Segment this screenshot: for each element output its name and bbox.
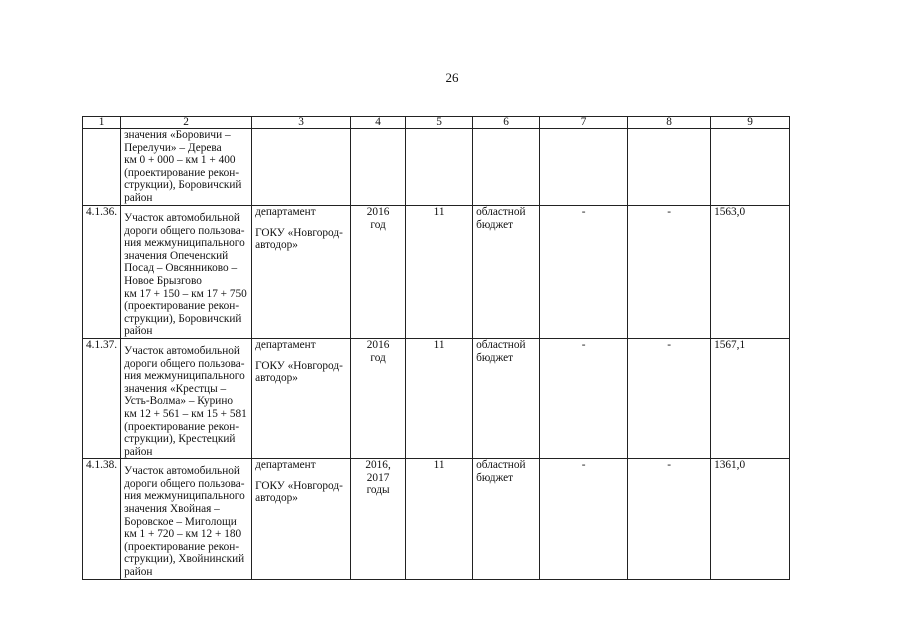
description-line: Участок автомобильной <box>124 212 240 224</box>
funding-source-line: бюджет <box>476 471 514 484</box>
description-line: (проектирование рекон- <box>124 166 240 179</box>
period-line: 2016, <box>365 459 391 472</box>
description-line: (проектирование рекон- <box>124 420 240 433</box>
description-cell <box>121 459 252 579</box>
table-row <box>83 206 790 339</box>
period-line: 2016 <box>366 206 390 218</box>
funding-source-line: областной <box>476 338 526 351</box>
description-line: район <box>124 191 153 204</box>
period-line: годы <box>366 484 390 497</box>
row-number: 4.1.37. <box>83 338 121 458</box>
col8-cell: - <box>628 338 711 458</box>
funding-source-line: областной <box>476 206 526 218</box>
funding-source-cell <box>473 338 540 458</box>
organization-name: департамент <box>255 338 316 351</box>
period-cell <box>351 338 406 458</box>
column-header: 2 <box>121 117 252 129</box>
column-header: 9 <box>711 117 790 129</box>
col7-cell: - <box>540 459 628 579</box>
organization-name: автодор» <box>255 239 298 252</box>
period-cell <box>351 206 406 339</box>
funding-source-line: бюджет <box>476 218 514 231</box>
description-line: струкции), Боровичский <box>124 312 242 325</box>
description-line: Новое Брызгово <box>124 274 202 287</box>
col7-cell: - <box>540 338 628 458</box>
organization-cell <box>252 206 351 339</box>
description-line: значения Хвойная – <box>124 503 220 516</box>
col8-cell <box>628 129 711 206</box>
organization-name: департамент <box>255 459 316 472</box>
col8-cell: - <box>628 206 711 339</box>
description-line: Участок автомобильной <box>124 344 240 357</box>
program-table <box>82 116 790 580</box>
description-line: Усть-Волма» – Курино <box>124 395 234 408</box>
col8-cell: - <box>628 459 711 579</box>
column-header: 1 <box>83 117 121 129</box>
row-number: 4.1.36. <box>83 206 121 339</box>
funding-source-cell <box>473 459 540 579</box>
organization-cell <box>252 459 351 579</box>
col7-cell: - <box>540 206 628 339</box>
column-number-row <box>83 117 790 129</box>
table-row <box>83 338 790 458</box>
description-line: ния межмуниципального <box>124 370 245 383</box>
organization-name: ГОКУ «Новгород- <box>255 479 343 492</box>
description-line: ния межмуниципального <box>124 490 245 503</box>
description-line: струкции), Боровичский <box>124 179 242 192</box>
amount-cell <box>711 129 790 206</box>
description-line: км 12 + 561 – км 15 + 581 <box>124 407 247 420</box>
col7-cell <box>540 129 628 206</box>
description-line: км 0 + 000 – км 1 + 400 <box>124 154 236 167</box>
funding-source-cell <box>473 206 540 339</box>
amount-cell: 1567,1 <box>711 338 790 458</box>
row-number-cell <box>83 129 121 206</box>
period-line: год <box>370 218 386 231</box>
column-header: 6 <box>473 117 540 129</box>
description-cell <box>121 338 252 458</box>
indicator-cell: 11 <box>406 338 473 458</box>
description-line: значения «Боровичи – <box>124 129 231 141</box>
description-line: (проектирование рекон- <box>124 300 240 313</box>
description-line: район <box>124 445 153 458</box>
column-header: 5 <box>406 117 473 129</box>
period-cell <box>351 459 406 579</box>
continuation-row <box>83 129 790 206</box>
description-line: район <box>124 566 153 579</box>
description-line: Участок автомобильной <box>124 465 240 478</box>
description-line: Перелучи» – Дерева <box>124 141 222 154</box>
column-header: 4 <box>351 117 406 129</box>
description-cell <box>121 129 252 206</box>
period-line: год <box>370 351 386 364</box>
organization-cell <box>252 129 351 206</box>
indicator-cell: 11 <box>406 459 473 579</box>
description-cell <box>121 206 252 339</box>
organization-name: автодор» <box>255 372 298 385</box>
description-line: район <box>124 325 153 338</box>
organization-name: ГОКУ «Новгород- <box>255 359 343 372</box>
description-line: дороги общего пользова- <box>124 477 245 490</box>
row-number: 4.1.38. <box>83 459 121 579</box>
description-line: (проектирование рекон- <box>124 540 240 553</box>
description-line: значения «Крестцы – <box>124 382 227 395</box>
description-line: струкции), Крестецкий <box>124 433 236 446</box>
table-row <box>83 459 790 579</box>
period-cell <box>351 129 406 206</box>
description-line: км 17 + 150 – км 17 + 750 <box>124 287 247 300</box>
column-header: 8 <box>628 117 711 129</box>
description-line: дороги общего пользова- <box>124 224 245 237</box>
description-line: Боровское – Миголощи <box>124 515 237 528</box>
indicator-cell <box>406 129 473 206</box>
description-line: дороги общего пользова- <box>124 357 245 370</box>
organization-name: департамент <box>255 206 316 218</box>
amount-cell: 1563,0 <box>711 206 790 339</box>
description-line: Посад – Овсянниково – <box>124 262 238 275</box>
period-line: 2016 <box>366 338 390 351</box>
funding-source-cell <box>473 129 540 206</box>
description-line: значения Опеченский <box>124 249 229 262</box>
column-header: 7 <box>540 117 628 129</box>
organization-cell <box>252 338 351 458</box>
funding-source-line: областной <box>476 459 526 472</box>
page-number: 26 <box>445 70 459 85</box>
organization-name: ГОКУ «Новгород- <box>255 226 343 239</box>
description-line: ния межмуниципального <box>124 237 245 250</box>
amount-cell: 1361,0 <box>711 459 790 579</box>
column-header: 3 <box>252 117 351 129</box>
period-line: 2017 <box>366 471 390 484</box>
description-line: км 1 + 720 – км 12 + 180 <box>124 528 242 541</box>
funding-source-line: бюджет <box>476 351 514 364</box>
organization-name: автодор» <box>255 492 298 505</box>
indicator-cell: 11 <box>406 206 473 339</box>
description-line: струкции), Хвойнинский <box>124 553 245 566</box>
